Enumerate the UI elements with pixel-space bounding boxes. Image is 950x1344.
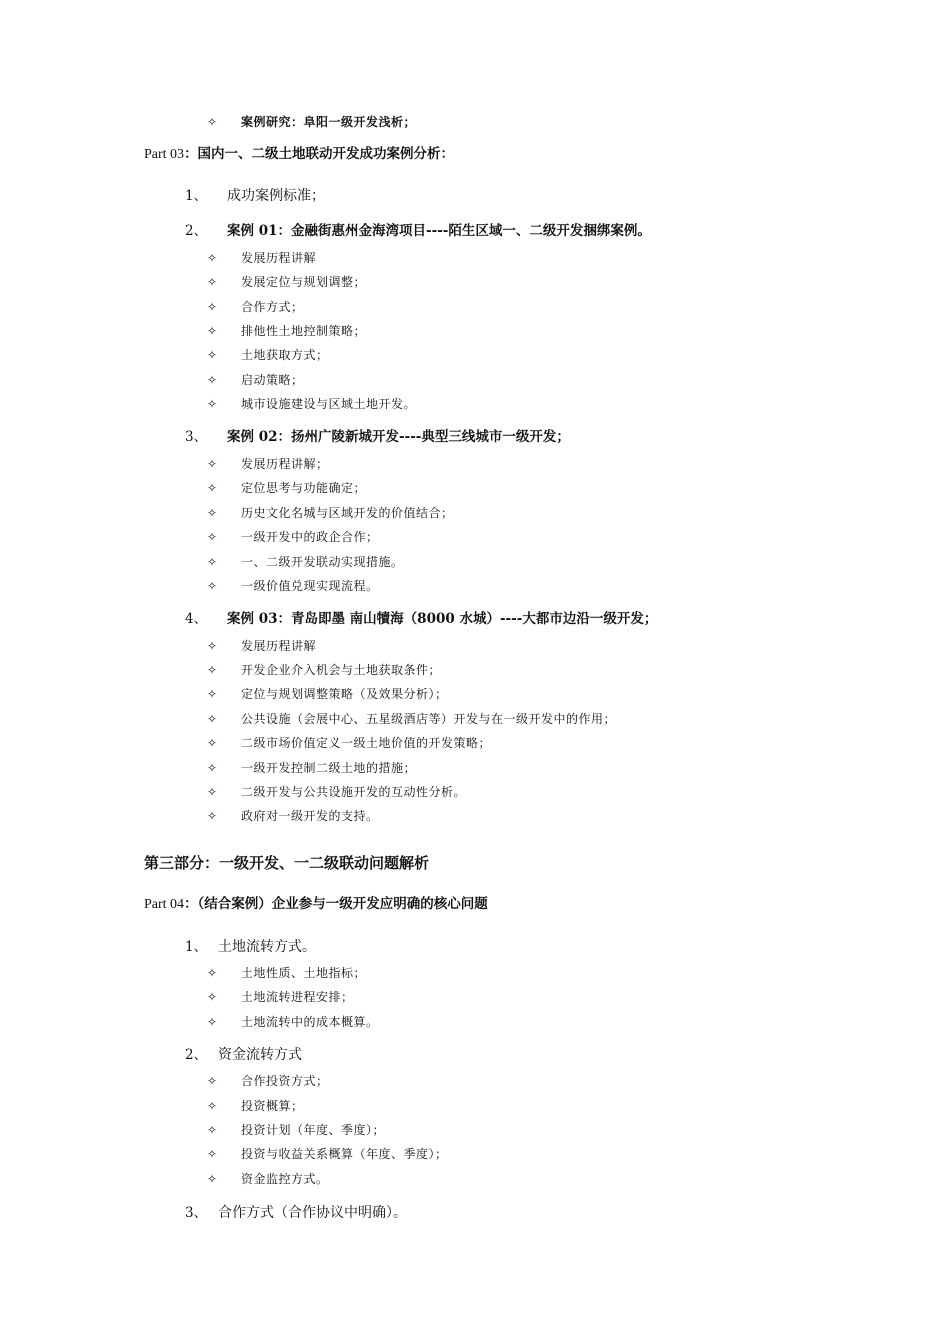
list-item: ✧ 历史文化名城与区域开发的价值结合； xyxy=(207,506,454,520)
list-item: ✧ 发展定位与规划调整； xyxy=(207,275,367,289)
list-item: ✧ 排他性土地控制策略； xyxy=(207,324,367,338)
diamond-bullet-icon: ✧ xyxy=(207,1074,218,1088)
list-item: ✧ 土地获取方式； xyxy=(207,348,329,362)
list-item: ✧ 定位与规划调整策略（及效果分析）； xyxy=(207,687,448,701)
diamond-bullet-icon: ✧ xyxy=(207,1015,218,1029)
p04-item-1: 1、 土地流转方式。 xyxy=(185,939,316,955)
diamond-bullet-icon: ✧ xyxy=(207,397,218,411)
diamond-bullet-icon: ✧ xyxy=(207,785,218,799)
part04-heading: Part 04：（结合案例）企业参与一级开发应明确的核心问题 xyxy=(144,896,488,912)
list-item: ✧ 投资与收益关系概算（年度、季度）； xyxy=(207,1147,448,1161)
diamond-bullet-icon: ✧ xyxy=(207,251,218,265)
diamond-bullet-icon: ✧ xyxy=(207,324,218,338)
list-item: ✧ 一、二级开发联动实现措施。 xyxy=(207,555,404,569)
diamond-bullet-icon: ✧ xyxy=(207,530,218,544)
diamond-bullet-icon: ✧ xyxy=(207,687,218,701)
list-item: ✧ 土地流转中的成本概算。 xyxy=(207,1015,379,1029)
diamond-bullet-icon: ✧ xyxy=(207,1099,218,1113)
list-item: ✧ 城市设施建设与区域土地开发。 xyxy=(207,397,417,411)
p04-item-2: 2、 资金流转方式 xyxy=(185,1047,302,1063)
list-item: ✧ 二级开发与公共设施开发的互动性分析。 xyxy=(207,785,467,799)
list-item: ✧ 合作投资方式； xyxy=(207,1074,329,1088)
diamond-bullet-icon: ✧ xyxy=(207,736,218,750)
list-item: ✧ 发展历程讲解 xyxy=(207,639,317,653)
section3-heading: 第三部分：一级开发、一二级联动问题解析 xyxy=(144,854,430,872)
list-item: ✧ 开发企业介入机会与土地获取条件； xyxy=(207,663,442,677)
list-item: ✧ 土地流转进程安排； xyxy=(207,990,354,1004)
diamond-bullet-icon: ✧ xyxy=(207,809,218,823)
list-item: ✧ 土地性质、土地指标； xyxy=(207,966,367,980)
list-item: ✧ 二级市场价值定义一级土地价值的开发策略； xyxy=(207,736,492,750)
diamond-bullet-icon: ✧ xyxy=(207,457,218,471)
diamond-bullet-icon: ✧ xyxy=(207,506,218,520)
diamond-bullet-icon: ✧ xyxy=(207,1172,218,1186)
list-item: ✧ 一级开发控制二级土地的措施； xyxy=(207,761,417,775)
list-item: ✧ 资金监控方式。 xyxy=(207,1172,329,1186)
list-item: ✧ 公共设施（会展中心、五星级酒店等）开发与在一级开发中的作用； xyxy=(207,712,617,726)
diamond-bullet-icon: ✧ xyxy=(207,966,218,980)
diamond-bullet-icon: ✧ xyxy=(207,275,218,289)
diamond-bullet-icon: ✧ xyxy=(207,348,218,362)
list-item: ✧ 定位思考与功能确定； xyxy=(207,481,367,495)
list-item: ✧ 发展历程讲解； xyxy=(207,457,329,471)
diamond-bullet-icon: ✧ xyxy=(207,300,218,314)
diamond-bullet-icon: ✧ xyxy=(207,1147,218,1161)
diamond-bullet-icon: ✧ xyxy=(207,712,218,726)
diamond-bullet-icon: ✧ xyxy=(207,579,218,593)
list-item: ✧ 政府对一级开发的支持。 xyxy=(207,809,379,823)
p03-item-3: 3、 案例 02：扬州广陵新城开发----典型三线城市一级开发； xyxy=(185,429,570,445)
p03-item-1: 1、 成功案例标准； xyxy=(185,188,325,204)
diamond-bullet-icon: ✧ xyxy=(207,761,218,775)
list-item: ✧ 投资概算； xyxy=(207,1099,304,1113)
diamond-bullet-icon: ✧ xyxy=(207,639,218,653)
diamond-bullet-icon: ✧ xyxy=(207,990,218,1004)
top-bullet-item: ✧ 案例研究：阜阳一级开发浅析； xyxy=(207,115,417,129)
diamond-bullet-icon: ✧ xyxy=(207,663,218,677)
p03-item-2: 2、 案例 01：金融街惠州金海湾项目----陌生区域一、二级开发捆绑案例。 xyxy=(185,223,651,239)
list-item: ✧ 发展历程讲解 xyxy=(207,251,317,265)
diamond-bullet-icon: ✧ xyxy=(207,373,218,387)
p04-item-3: 3、 合作方式（合作协议中明确）。 xyxy=(185,1205,407,1221)
diamond-bullet-icon: ✧ xyxy=(207,481,218,495)
diamond-bullet-icon: ✧ xyxy=(207,555,218,569)
diamond-bullet-icon: ✧ xyxy=(207,115,218,129)
diamond-bullet-icon: ✧ xyxy=(207,1123,218,1137)
list-item: ✧ 一级价值兑现实现流程。 xyxy=(207,579,379,593)
part03-heading: Part 03：国内一、二级土地联动开发成功案例分析： xyxy=(144,146,455,162)
p03-item-4: 4、 案例 03：青岛即墨 南山犢海（8000 水城）----大都市边沿一级开发； xyxy=(185,611,658,627)
list-item: ✧ 启动策略； xyxy=(207,373,304,387)
list-item: ✧ 投资计划（年度、季度）； xyxy=(207,1123,386,1137)
list-item: ✧ 一级开发中的政企合作； xyxy=(207,530,379,544)
list-item: ✧ 合作方式； xyxy=(207,300,304,314)
